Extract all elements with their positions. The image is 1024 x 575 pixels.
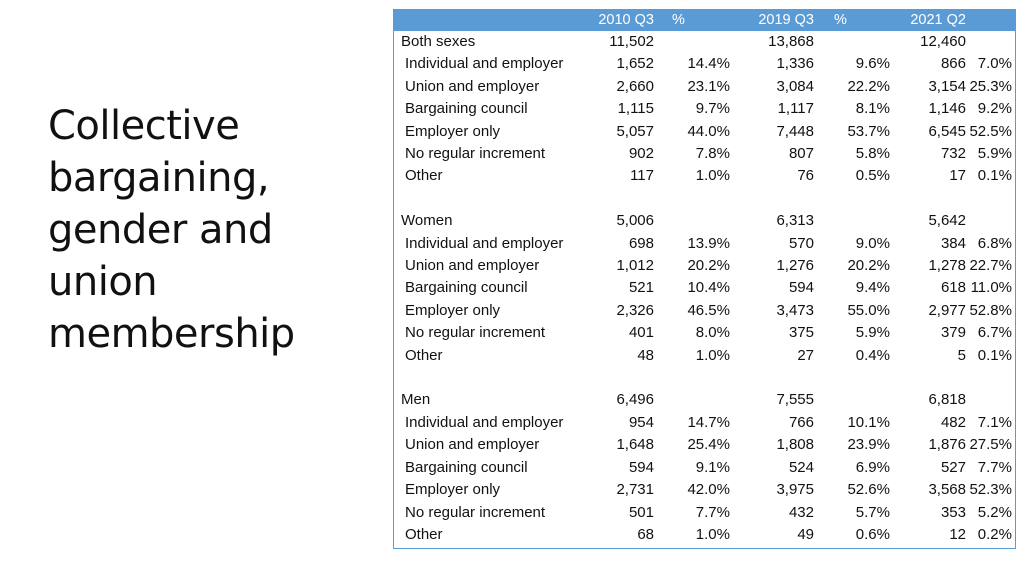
column-header-2010: 2010 Q3 (598, 12, 654, 28)
count-cell: 866 (940, 55, 966, 73)
row-label: Bargaining council (405, 458, 528, 476)
percent-cell: 11.0% (970, 279, 1012, 297)
table-row (394, 345, 1016, 367)
percent-cell: 5.9% (855, 324, 890, 342)
row-label: Other (405, 167, 443, 185)
count-cell: 117 (630, 167, 654, 185)
count-cell: 13,868 (768, 33, 814, 50)
count-cell (574, 367, 662, 389)
count-cell: 954 (628, 413, 654, 431)
slide-title: Collective bargaining, gender and union membership (48, 103, 295, 357)
percent-cell: 42.0% (687, 481, 730, 499)
count-cell: 5,006 (616, 212, 654, 230)
table-row (394, 143, 1016, 165)
count-cell: 2,731 (616, 481, 654, 499)
row-label: Bargaining council (405, 100, 528, 118)
count-cell: 27 (797, 346, 814, 364)
percent-cell: 10.4% (687, 279, 730, 297)
percent-cell (662, 188, 734, 210)
percent-cell: 5.7% (855, 503, 890, 521)
row-label: Individual and employer (405, 413, 564, 431)
percent-cell (824, 188, 896, 210)
table-row (394, 76, 1016, 98)
table-header-row (394, 9, 1016, 31)
percent-cell: 7.8% (695, 145, 730, 163)
percent-cell (966, 31, 1016, 53)
count-cell: 6,313 (776, 212, 814, 230)
percent-cell: 13.9% (687, 234, 730, 252)
count-cell: 3,975 (776, 481, 814, 499)
percent-cell: 10.1% (847, 413, 890, 431)
row-label: No regular increment (405, 145, 546, 163)
count-cell: 353 (940, 503, 966, 521)
row-label: Other (405, 346, 443, 364)
count-cell: 594 (628, 458, 654, 476)
percent-cell (824, 389, 896, 411)
count-cell: 17 (949, 167, 966, 185)
count-cell: 432 (788, 503, 814, 521)
row-label: Individual and employer (405, 234, 564, 252)
percent-cell: 9.2% (977, 100, 1012, 118)
percent-cell: 9.6% (855, 55, 890, 73)
table-row (394, 121, 1016, 143)
count-cell (734, 188, 824, 210)
count-cell: 6,818 (928, 391, 966, 409)
table-row (394, 98, 1016, 120)
data-table (394, 9, 1016, 546)
percent-cell (824, 210, 896, 232)
row-label: Bargaining council (405, 279, 528, 297)
count-cell: 732 (940, 145, 966, 163)
row-label: No regular increment (405, 503, 546, 521)
count-cell: 1,652 (616, 55, 654, 73)
percent-cell: 25.4% (687, 436, 730, 454)
count-cell: 1,648 (616, 436, 654, 454)
percent-cell: 14.4% (687, 55, 730, 73)
count-cell: 594 (788, 279, 814, 297)
row-label (394, 367, 574, 389)
count-cell: 11,502 (609, 33, 654, 50)
percent-cell: 9.7% (695, 100, 730, 118)
count-cell: 1,278 (928, 257, 966, 275)
percent-cell: 0.1% (977, 167, 1012, 185)
count-cell: 12 (949, 525, 966, 543)
column-header-2019: 2019 Q3 (758, 12, 814, 28)
percent-cell: 0.1% (977, 346, 1012, 364)
group-label: Both sexes (401, 33, 476, 50)
count-cell: 902 (628, 145, 654, 163)
column-header-pct-2021 (966, 9, 1016, 31)
table-row (394, 53, 1016, 75)
count-cell: 501 (628, 503, 654, 521)
table-row (394, 255, 1016, 277)
percent-cell: 9.1% (695, 458, 730, 476)
count-cell: 1,146 (928, 100, 966, 118)
count-cell: 6,545 (928, 122, 966, 140)
row-label: Employer only (405, 481, 501, 499)
count-cell: 1,276 (776, 257, 814, 275)
percent-cell: 52.5% (969, 122, 1012, 140)
table-row (394, 165, 1016, 187)
percent-cell: 20.2% (847, 257, 890, 275)
percent-cell (662, 210, 734, 232)
count-cell: 1,808 (776, 436, 814, 454)
count-cell (896, 188, 966, 210)
percent-cell (966, 367, 1016, 389)
percent-cell: 44.0% (687, 122, 730, 140)
percent-cell: 52.8% (969, 301, 1012, 319)
count-cell: 570 (788, 234, 814, 252)
percent-cell (662, 367, 734, 389)
percent-cell (662, 389, 734, 411)
percent-cell: 5.2% (977, 503, 1012, 521)
percent-cell: 14.7% (687, 413, 730, 431)
count-cell: 3,568 (928, 481, 966, 499)
table-row (394, 524, 1016, 546)
table-body (394, 31, 1016, 546)
count-cell: 6,496 (616, 391, 654, 409)
percent-cell: 0.5% (855, 167, 890, 185)
percent-cell: 9.4% (855, 279, 890, 297)
percent-cell: 20.2% (687, 257, 730, 275)
percent-cell: 0.6% (855, 525, 890, 543)
percent-cell: 1.0% (695, 346, 730, 364)
count-cell: 2,326 (616, 301, 654, 319)
count-cell: 807 (788, 145, 814, 163)
count-cell: 2,660 (616, 77, 654, 95)
table-row (394, 412, 1016, 434)
count-cell: 375 (788, 324, 814, 342)
table-row (394, 457, 1016, 479)
count-cell: 401 (628, 324, 654, 342)
row-label (394, 188, 574, 210)
column-header-2021: 2021 Q2 (910, 12, 966, 28)
count-cell (896, 367, 966, 389)
count-cell: 1,336 (776, 55, 814, 73)
count-cell: 76 (797, 167, 814, 185)
table-row (394, 479, 1016, 501)
group-label: Men (401, 391, 431, 409)
table-spacer-row (394, 367, 1016, 389)
percent-cell: 8.1% (855, 100, 890, 118)
count-cell: 521 (628, 279, 654, 297)
percent-cell: 46.5% (687, 301, 730, 319)
percent-cell: 7.0% (977, 55, 1012, 73)
percent-cell: 9.0% (855, 234, 890, 252)
percent-cell: 52.3% (969, 481, 1012, 499)
count-cell: 3,084 (776, 77, 814, 95)
percent-cell: 25.3% (969, 77, 1012, 95)
count-cell: 5,642 (928, 212, 966, 230)
count-cell: 1,876 (928, 436, 966, 454)
percent-cell: 53.7% (847, 122, 890, 140)
count-cell: 1,115 (617, 100, 654, 118)
row-label: Individual and employer (405, 55, 564, 73)
percent-cell: 7.1% (977, 413, 1012, 431)
percent-cell (966, 210, 1016, 232)
row-label: Union and employer (405, 436, 540, 454)
percent-cell: 27.5% (969, 436, 1012, 454)
count-cell: 68 (637, 525, 654, 543)
table-row (394, 233, 1016, 255)
count-cell: 482 (940, 413, 966, 431)
count-cell (734, 367, 824, 389)
percent-cell: 22.2% (847, 77, 890, 95)
percent-cell (824, 31, 896, 53)
percent-cell: 23.9% (847, 436, 890, 454)
count-cell (574, 188, 662, 210)
table-row (394, 502, 1016, 524)
table-row (394, 322, 1016, 344)
table-row (394, 300, 1016, 322)
percent-cell (966, 188, 1016, 210)
percent-cell: 8.0% (695, 324, 730, 342)
count-cell: 7,448 (776, 122, 814, 140)
percent-cell: 0.4% (855, 346, 890, 364)
table-row (394, 277, 1016, 299)
percent-cell: 1.0% (695, 167, 730, 185)
row-label: Other (405, 525, 443, 543)
data-table-container (393, 9, 1016, 549)
row-label: Employer only (405, 122, 501, 140)
percent-cell: 52.6% (847, 481, 890, 499)
percent-cell: 55.0% (847, 301, 890, 319)
group-label: Women (401, 212, 453, 230)
percent-cell (662, 31, 734, 53)
count-cell: 1,117 (777, 100, 814, 118)
percent-cell: 7.7% (977, 458, 1012, 476)
row-label: Union and employer (405, 77, 540, 95)
table-spacer-row (394, 188, 1016, 210)
count-cell: 2,977 (928, 301, 966, 319)
column-header-label (394, 9, 574, 31)
table-group-row (394, 31, 1016, 53)
percent-cell: 5.9% (977, 145, 1012, 163)
count-cell: 384 (940, 234, 966, 252)
table-row (394, 434, 1016, 456)
table-group-row (394, 389, 1016, 411)
count-cell: 5 (957, 346, 966, 364)
percent-cell: 22.7% (969, 257, 1012, 275)
column-header-pct-2010: % (672, 12, 685, 28)
column-header-pct-2019: % (834, 12, 847, 28)
percent-cell: 1.0% (695, 525, 730, 543)
count-cell: 618 (940, 279, 966, 297)
row-label: Employer only (405, 301, 501, 319)
count-cell: 48 (637, 346, 654, 364)
count-cell: 3,154 (928, 77, 966, 95)
count-cell: 49 (797, 525, 814, 543)
percent-cell: 23.1% (687, 77, 730, 95)
count-cell: 5,057 (616, 122, 654, 140)
percent-cell (966, 389, 1016, 411)
percent-cell (824, 367, 896, 389)
count-cell: 766 (788, 413, 814, 431)
row-label: Union and employer (405, 257, 540, 275)
percent-cell: 7.7% (695, 503, 730, 521)
count-cell: 698 (628, 234, 654, 252)
count-cell: 524 (788, 458, 814, 476)
row-label: No regular increment (405, 324, 546, 342)
percent-cell: 6.8% (977, 234, 1012, 252)
count-cell: 7,555 (776, 391, 814, 409)
count-cell: 379 (940, 324, 966, 342)
count-cell: 527 (940, 458, 966, 476)
percent-cell: 6.7% (977, 324, 1012, 342)
percent-cell: 5.8% (855, 145, 890, 163)
table-group-row (394, 210, 1016, 232)
percent-cell: 0.2% (977, 525, 1012, 543)
count-cell: 3,473 (776, 301, 814, 319)
count-cell: 12,460 (920, 33, 966, 50)
percent-cell: 6.9% (855, 458, 890, 476)
count-cell: 1,012 (616, 257, 654, 275)
